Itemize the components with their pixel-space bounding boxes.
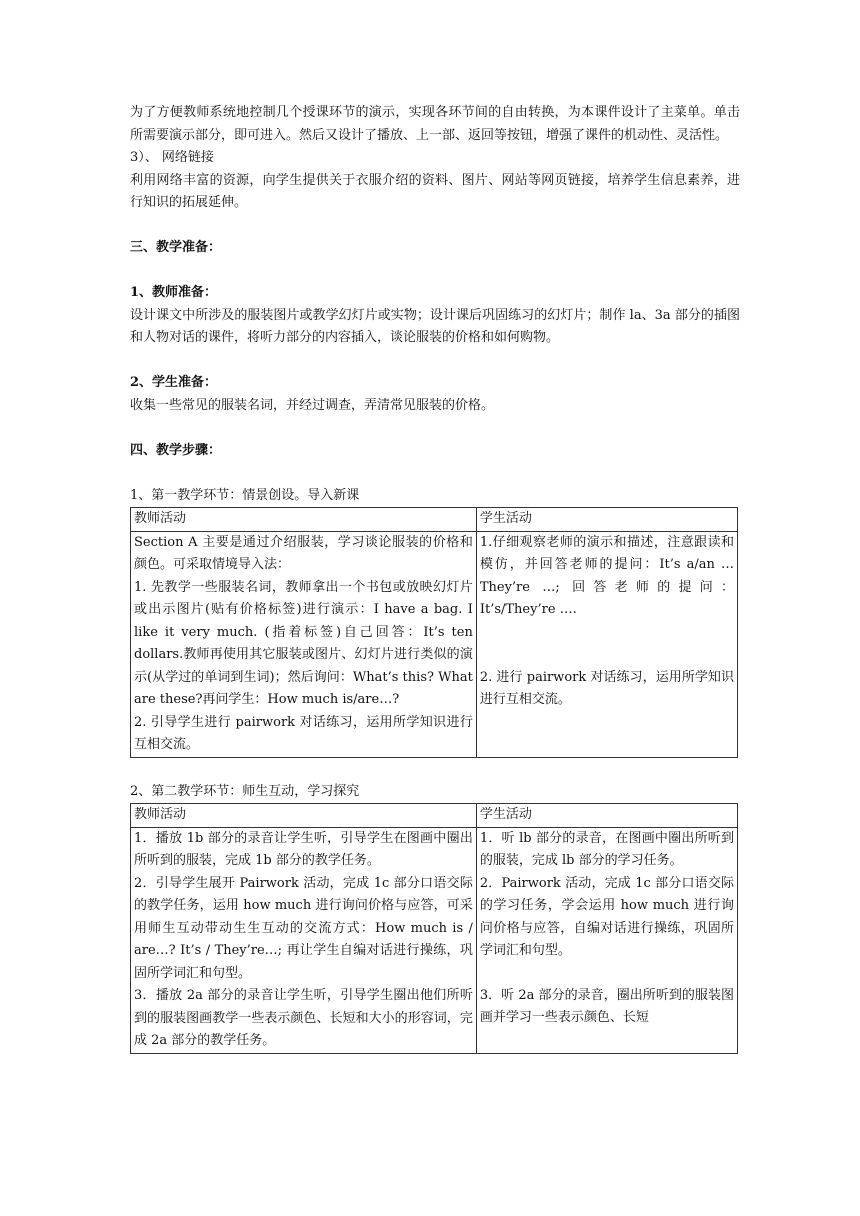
student-prep-text: 收集一些常见的服装名词，并经过调查，弄清常见服装的价格。 <box>130 397 495 413</box>
stage2-teacher-cell <box>131 827 477 1053</box>
cell-paragraph: 3．播放 2a 部分的录音让学生听，引导学生圈出他们所听到的服装图画教学一些表示颜色、长短和大小的形容词，完成 2a 部分的教学任务。 <box>134 988 473 1048</box>
network-paragraph: 利用网络丰富的资源，向学生提供关于衣服介绍的资料、图片、网站等网页链接，培养学生信息素养，进行知识的拓展延伸。 <box>130 172 740 210</box>
document-page <box>130 102 740 1054</box>
cell-paragraph: 1．听 lb 部分的录音，在图画中圈出所听到的服装，完成 lb 部分的学习任务。 <box>479 830 734 868</box>
cell-paragraph: 1.仔细观察老师的演示和描述，注意跟读和模仿，并回答老师的提问：It’s a/an … They’re …; 回答老师的提问：It’s/They’re …. <box>479 534 734 617</box>
stage2-caption: 2、第二教学环节：师生互动，学习探究 <box>130 783 360 799</box>
cell-paragraph: 1. 先教学一些服装名词，教师拿出一个书包或放映幻灯片或出示图片(贴有价格标签)进行演示：I have a bag. I like it very much. (指着标签)自己回答：It’s ten dollars.教师再使用其它服装或图片、幻灯片进行类似的演示(从学过的单词到生词)；然后询问：What’s this? What are these?再问学生：How much is/are…? <box>134 579 473 707</box>
cell-paragraph: 2. 进行 pairwork 对话练习，运用所学知识进行互相交流。 <box>479 669 734 707</box>
table-header-row <box>131 804 738 828</box>
cell-paragraph: 3．听 2a 部分的录音，圈出所听到的服装图画并学习一些表示颜色、长短 <box>479 987 734 1025</box>
subsection-heading-network: 3）、 网络链接 <box>130 150 214 165</box>
cell-paragraph: 2．引导学生展开 Pairwork 活动，完成 1c 部分口语交际的教学任务，运用 how much 进行询问价格与应答，可采用师生互动带动生生互动的交流方式：How much is / are…? It’s / They’re…; 再让学生自编对话进行操练，巩固所学词汇和句型。 <box>134 875 473 981</box>
header-teacher-activity: 教师活动 <box>131 508 477 532</box>
student-prep-heading: 2、学生准备： <box>130 375 218 390</box>
intro-paragraph: 为了方便教师系统地控制几个授课环节的演示，实现各环节间的自由转换，为本课件设计了主菜单。单击所需要演示部分，即可进入。然后又设计了播放、上一部、返回等按钮，增强了课件的机动性、灵活性。 <box>130 105 740 143</box>
teacher-prep-text: 设计课文中所涉及的服装图片或教学幻灯片或实物；设计课后巩固练习的幻灯片；制作 la、3a 部分的插图和人物对话的课件，将听力部分的内容插入，谈论服装的价格和如何购物。 <box>130 307 740 345</box>
cell-paragraph: 1．播放 1b 部分的录音让学生听，引导学生在图画中圈出所听到的服装，完成 1b 部分的教学任务。 <box>134 830 473 868</box>
stage2-table <box>130 803 738 1054</box>
header-teacher-activity: 教师活动 <box>131 804 477 828</box>
cell-paragraph: 2．Pairwork 活动，完成 1c 部分口语交际的学习任务，学会运用 how much 进行询问价格与应答，自编对话进行操练，巩固所学词汇和句型。 <box>479 875 734 958</box>
header-student-activity: 学生活动 <box>476 508 737 532</box>
stage1-caption: 1、第一教学环节：情景创设。导入新课 <box>130 487 360 503</box>
cell-paragraph: Section A 主要是通过介绍服装，学习谈论服装的价格和颜色。可采取情境导入法： <box>134 534 473 572</box>
table-row <box>131 827 738 1053</box>
table-row <box>131 531 738 757</box>
stage1-student-cell <box>476 531 737 757</box>
stage2-student-cell <box>476 827 737 1053</box>
teacher-prep-heading: 1、教师准备： <box>130 285 218 300</box>
table-header-row <box>131 508 738 532</box>
header-student-activity: 学生活动 <box>476 804 737 828</box>
cell-paragraph: 2. 引导学生进行 pairwork 对话练习，运用所学知识进行互相交流。 <box>134 714 473 752</box>
stage1-table <box>130 507 738 758</box>
section-title-preparation: 三、教学准备： <box>130 240 222 255</box>
section-title-steps: 四、教学步骤： <box>130 442 222 458</box>
stage1-teacher-cell <box>131 531 477 757</box>
